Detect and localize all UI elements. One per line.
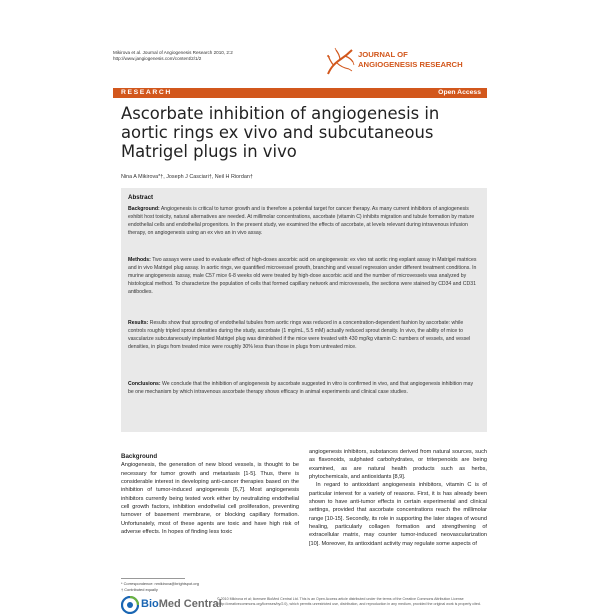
abstract-conclusions: Conclusions: We conclude that the inhibition of angiogenesis by ascorbate suggested in vitro is confirmed in vivo, and that angiogenesis inhibition may be one mechanism by which intravenous ascorbate therapy shows efficacy in animal experiments and clinical case studies. xyxy=(128,381,474,395)
biomed-central-logo[interactable] xyxy=(121,596,221,614)
author-list: Nina A Mikirova*†, Joseph J Casciari†, Neil H Riordan† xyxy=(121,174,253,180)
license-text: © 2010 Mikirova et al; licensee BioMed Central Ltd. This is an Open Access article distributed under the terms of the Creative Commons Attribution License (http://creativecommons.org/licenses/by/2.0), which permits unrestricted use, distribution, and reproduction in any medium, provided the original work is properly cited. xyxy=(217,597,481,607)
body-paragraph: Angiogenesis, the generation of new blood vessels, is thought to be necessary for tumor growth and metastasis [1-5]. Thus, there is considerable interest in developing anti-cancer therapies based on the inhibition of tumor-induced angiogenesis [6,7]. Most angiogenesis inhibitors currently being tested work either by neutralizing endothelial cell growth factors, inhibition endothelial cell proliferation, preventing turnover of basement membrane, or blocking capillary formation. Unfortunately, most of these agents are toxic and have high risk of adverse effects. In hopes of finding less toxic xyxy=(121,462,299,536)
biomed-swirl-icon xyxy=(121,596,139,614)
section-label: RESEARCH xyxy=(121,89,172,96)
open-access-badge: Open Access xyxy=(438,89,481,96)
article-page xyxy=(113,40,487,610)
body-paragraph: angiogenesis inhibitors, substances derived from natural sources, such as flavonoids, sulphated carbohydrates, or triterpenoids are being examined, as are natural health products such as herbs, phytochemicals, and antioxidants [8,9]. xyxy=(309,449,487,481)
abstract-results: Results: Results show that sprouting of endothelial tubules from aortic rings was reduced in a concentration-dependent fashion by ascorbate: while controls roughly tripled sprout densities during the study, ascorbate (1 mg/mL, 5.5 mM) actually reduced sprout density. In vivo, the ability of mice to vascularize subcutaneously implanted Matrigel plug was diminished if the mice were treated with 430 mg/kg vitamin C: numbers of vessels, and vessel densities, in plugs from treated mice were roughly 30% less than those in plugs from untreated mice. xyxy=(128,320,471,350)
abstract-background: Background: Angiogenesis is critical to tumor growth and is therefore a potential target for cancer therapy. As many current inhibitors of angiogenesis exhibit host toxicity, natural alternatives are needed. At millimolar concentrations, ascorbate (vitamin C) inhibits migration and tubule formation by mature endothelial cells and endothelial progenitors. In the present study, we examined the effects of ascorbate, at levels relevant during intravenous infusion therapy, on angiogenesis using an ex vivo an in vivo assay. xyxy=(128,206,475,236)
section-band xyxy=(113,88,487,98)
abstract-box xyxy=(121,188,487,432)
footnote-divider xyxy=(121,578,185,579)
vessel-logo-icon xyxy=(325,47,355,77)
correspondence-note[interactable]: * Correspondence: nmikirova@brightspot.org xyxy=(121,581,199,586)
body-paragraph: In regard to antioxidant angiogenesis inhibitors, vitamin C is of particular interest for a variety of reasons. First, it is has already been shown to have anti-tumor effects in certain experimental and clinical settings, provided that ascorbate concentrations reach the millimolar range [10-15]. Secondly, its role in supporting the later stages of wound healing, particularly collagen formation and strengthening of extracellular matrix, may counter tumor-induced neovascularization [10]. Moreover, its antioxidant activity may regulate some aspects of xyxy=(309,482,487,547)
journal-logo[interactable] xyxy=(325,47,487,83)
abstract-heading: Abstract xyxy=(128,194,154,201)
citation-block xyxy=(113,50,233,63)
article-title: Ascorbate inhibition of angiogenesis in aortic rings ex vivo and subcutaneous Matrigel plugs in vivo xyxy=(121,104,440,161)
biomed-central-wordmark: BioMed Central xyxy=(141,598,222,610)
journal-name: JOURNAL OF ANGIOGENESIS RESEARCH xyxy=(358,50,463,69)
body-column-right xyxy=(309,448,487,548)
abstract-methods: Methods: Two assays were used to evaluate effect of high-doses ascorbic acid on angiogenesis: ex vivo rat aortic ring explant assay in Matrigel matrices and in vivo Matrigel plug assay. In aortic rings, we quantified microvessel growth, branching and vessel regression under different treatment conditions. In murine angiogenesis assay, male C57 mice 6-8 weeks old were treated by high-dose ascorbic acid and the number of microvessels was analyzed by histological method. To characterize the population of cells that formed capillary network and microvessels, the sections were stained by CD34 and CD31 antibodies. xyxy=(128,257,477,295)
article-url-link[interactable]: http://www.jangiogenesis.com/content/2/1/2 xyxy=(113,56,202,62)
section-heading: Background xyxy=(121,453,158,460)
citation-line: Mikirova et al. Journal of Angiogenesis Research 2010, 2:2 xyxy=(113,50,233,55)
body-column-left xyxy=(121,453,299,536)
equal-contribution-note: † Contributed equally xyxy=(121,587,158,592)
